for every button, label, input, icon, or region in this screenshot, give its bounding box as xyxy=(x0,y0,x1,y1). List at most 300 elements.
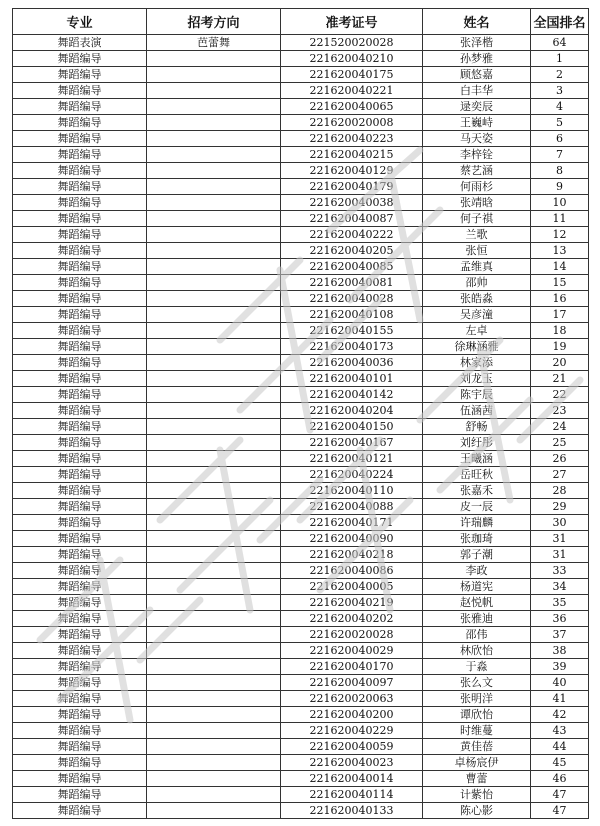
cell-rank: 22 xyxy=(531,387,589,403)
cell-direction xyxy=(147,755,281,771)
cell-exam-id: 221620040065 xyxy=(281,99,423,115)
cell-rank: 1 xyxy=(531,51,589,67)
cell-rank: 46 xyxy=(531,771,589,787)
cell-rank: 11 xyxy=(531,211,589,227)
cell-exam-id: 221620020063 xyxy=(281,691,423,707)
cell-rank: 8 xyxy=(531,163,589,179)
cell-direction xyxy=(147,467,281,483)
header-direction: 招考方向 xyxy=(147,9,281,35)
cell-direction xyxy=(147,339,281,355)
cell-name: 岳旺秋 xyxy=(423,467,531,483)
cell-rank: 23 xyxy=(531,403,589,419)
cell-exam-id: 221620040222 xyxy=(281,227,423,243)
table-row xyxy=(13,515,589,531)
cell-name: 蔡艺涵 xyxy=(423,163,531,179)
cell-direction xyxy=(147,515,281,531)
cell-exam-id: 221620040200 xyxy=(281,707,423,723)
cell-exam-id: 221620040081 xyxy=(281,275,423,291)
cell-rank: 34 xyxy=(531,579,589,595)
cell-rank: 17 xyxy=(531,307,589,323)
cell-direction xyxy=(147,307,281,323)
table-row xyxy=(13,131,589,147)
cell-rank: 16 xyxy=(531,291,589,307)
cell-direction xyxy=(147,323,281,339)
cell-exam-id: 221620040028 xyxy=(281,291,423,307)
table-row xyxy=(13,243,589,259)
cell-direction xyxy=(147,195,281,211)
cell-direction xyxy=(147,147,281,163)
cell-direction xyxy=(147,115,281,131)
cell-rank: 38 xyxy=(531,643,589,659)
cell-rank: 3 xyxy=(531,83,589,99)
table-row xyxy=(13,51,589,67)
table-row xyxy=(13,787,589,803)
table-row xyxy=(13,179,589,195)
cell-name: 陈宇辰 xyxy=(423,387,531,403)
cell-name: 王曦涵 xyxy=(423,451,531,467)
cell-rank: 13 xyxy=(531,243,589,259)
cell-name: 于淼 xyxy=(423,659,531,675)
cell-name: 张雅迪 xyxy=(423,611,531,627)
cell-name: 李梓铨 xyxy=(423,147,531,163)
cell-rank: 44 xyxy=(531,739,589,755)
table-row xyxy=(13,227,589,243)
table-row xyxy=(13,323,589,339)
cell-direction xyxy=(147,259,281,275)
table-row xyxy=(13,371,589,387)
table-row xyxy=(13,451,589,467)
cell-rank: 10 xyxy=(531,195,589,211)
cell-major: 舞蹈编导 xyxy=(13,515,147,531)
cell-major: 舞蹈编导 xyxy=(13,275,147,291)
cell-major: 舞蹈编导 xyxy=(13,547,147,563)
cell-name: 兰歌 xyxy=(423,227,531,243)
cell-name: 马天姿 xyxy=(423,131,531,147)
cell-exam-id: 221620040036 xyxy=(281,355,423,371)
cell-exam-id: 221620040155 xyxy=(281,323,423,339)
cell-direction xyxy=(147,675,281,691)
cell-name: 计紫怡 xyxy=(423,787,531,803)
table-row xyxy=(13,611,589,627)
cell-exam-id: 221620040088 xyxy=(281,499,423,515)
cell-major: 舞蹈编导 xyxy=(13,227,147,243)
cell-name: 刘纡彤 xyxy=(423,435,531,451)
cell-name: 张明洋 xyxy=(423,691,531,707)
cell-major: 舞蹈编导 xyxy=(13,643,147,659)
cell-exam-id: 221620040023 xyxy=(281,755,423,771)
cell-name: 许瑞麟 xyxy=(423,515,531,531)
cell-name: 赵悦帆 xyxy=(423,595,531,611)
cell-direction xyxy=(147,371,281,387)
cell-rank: 12 xyxy=(531,227,589,243)
cell-rank: 39 xyxy=(531,659,589,675)
cell-exam-id: 221620040114 xyxy=(281,787,423,803)
table-row xyxy=(13,99,589,115)
cell-major: 舞蹈编导 xyxy=(13,243,147,259)
cell-name: 谭欣怡 xyxy=(423,707,531,723)
table-row xyxy=(13,275,589,291)
cell-name: 邵帅 xyxy=(423,275,531,291)
table-row xyxy=(13,691,589,707)
table-row xyxy=(13,291,589,307)
cell-major: 舞蹈编导 xyxy=(13,99,147,115)
cell-name: 吴彦潼 xyxy=(423,307,531,323)
cell-name: 林家添 xyxy=(423,355,531,371)
cell-major: 舞蹈编导 xyxy=(13,467,147,483)
cell-exam-id: 221620020008 xyxy=(281,115,423,131)
header-row xyxy=(13,9,589,35)
cell-name: 左卓 xyxy=(423,323,531,339)
cell-name: 张恒 xyxy=(423,243,531,259)
cell-direction xyxy=(147,627,281,643)
table-row xyxy=(13,739,589,755)
table-row xyxy=(13,579,589,595)
cell-direction xyxy=(147,387,281,403)
cell-rank: 30 xyxy=(531,515,589,531)
cell-rank: 4 xyxy=(531,99,589,115)
cell-exam-id: 221620040150 xyxy=(281,419,423,435)
cell-exam-id: 221620040173 xyxy=(281,339,423,355)
cell-rank: 7 xyxy=(531,147,589,163)
cell-major: 舞蹈编导 xyxy=(13,403,147,419)
cell-name: 王巍峙 xyxy=(423,115,531,131)
cell-direction xyxy=(147,67,281,83)
table-row xyxy=(13,115,589,131)
cell-major: 舞蹈编导 xyxy=(13,787,147,803)
cell-major: 舞蹈编导 xyxy=(13,627,147,643)
cell-rank: 15 xyxy=(531,275,589,291)
cell-exam-id: 221620040221 xyxy=(281,83,423,99)
cell-exam-id: 221620040085 xyxy=(281,259,423,275)
cell-major: 舞蹈编导 xyxy=(13,595,147,611)
header-rank: 全国排名 xyxy=(531,9,589,35)
cell-exam-id: 221620040142 xyxy=(281,387,423,403)
cell-exam-id: 221620020028 xyxy=(281,627,423,643)
cell-major: 舞蹈表演 xyxy=(13,35,147,51)
table-row xyxy=(13,147,589,163)
cell-rank: 26 xyxy=(531,451,589,467)
cell-direction: 芭蕾舞 xyxy=(147,35,281,51)
table-row xyxy=(13,339,589,355)
cell-major: 舞蹈编导 xyxy=(13,131,147,147)
cell-exam-id: 221620040005 xyxy=(281,579,423,595)
cell-direction xyxy=(147,211,281,227)
cell-major: 舞蹈编导 xyxy=(13,691,147,707)
cell-rank: 25 xyxy=(531,435,589,451)
cell-exam-id: 221620040129 xyxy=(281,163,423,179)
cell-major: 舞蹈编导 xyxy=(13,307,147,323)
cell-exam-id: 221620040179 xyxy=(281,179,423,195)
cell-name: 张嘉禾 xyxy=(423,483,531,499)
cell-name: 张靖晗 xyxy=(423,195,531,211)
cell-direction xyxy=(147,419,281,435)
cell-major: 舞蹈编导 xyxy=(13,179,147,195)
cell-rank: 28 xyxy=(531,483,589,499)
cell-exam-id: 221620040205 xyxy=(281,243,423,259)
cell-major: 舞蹈编导 xyxy=(13,723,147,739)
cell-major: 舞蹈编导 xyxy=(13,419,147,435)
cell-rank: 40 xyxy=(531,675,589,691)
cell-major: 舞蹈编导 xyxy=(13,451,147,467)
cell-direction xyxy=(147,243,281,259)
cell-direction xyxy=(147,275,281,291)
cell-direction xyxy=(147,435,281,451)
table-row xyxy=(13,643,589,659)
cell-name: 皮一辰 xyxy=(423,499,531,515)
cell-exam-id: 221620040170 xyxy=(281,659,423,675)
cell-name: 张皓淼 xyxy=(423,291,531,307)
cell-rank: 41 xyxy=(531,691,589,707)
cell-direction xyxy=(147,579,281,595)
cell-major: 舞蹈编导 xyxy=(13,803,147,819)
table-row xyxy=(13,483,589,499)
cell-exam-id: 221620040110 xyxy=(281,483,423,499)
cell-direction xyxy=(147,451,281,467)
table-row xyxy=(13,307,589,323)
cell-exam-id: 221620040223 xyxy=(281,131,423,147)
cell-major: 舞蹈编导 xyxy=(13,675,147,691)
table-row xyxy=(13,403,589,419)
cell-direction xyxy=(147,611,281,627)
cell-exam-id: 221620040014 xyxy=(281,771,423,787)
cell-major: 舞蹈编导 xyxy=(13,259,147,275)
cell-rank: 21 xyxy=(531,371,589,387)
table-row xyxy=(13,675,589,691)
cell-direction xyxy=(147,659,281,675)
cell-name: 舒畅 xyxy=(423,419,531,435)
cell-exam-id: 221620040167 xyxy=(281,435,423,451)
table-row xyxy=(13,355,589,371)
ranking-table xyxy=(12,8,589,819)
cell-major: 舞蹈编导 xyxy=(13,771,147,787)
table-row xyxy=(13,419,589,435)
cell-major: 舞蹈编导 xyxy=(13,291,147,307)
cell-direction xyxy=(147,131,281,147)
table-row xyxy=(13,627,589,643)
cell-direction xyxy=(147,691,281,707)
cell-direction xyxy=(147,227,281,243)
table-body xyxy=(13,35,589,819)
table-row xyxy=(13,755,589,771)
cell-direction xyxy=(147,403,281,419)
cell-name: 孟维真 xyxy=(423,259,531,275)
cell-major: 舞蹈编导 xyxy=(13,579,147,595)
cell-direction xyxy=(147,179,281,195)
cell-major: 舞蹈编导 xyxy=(13,531,147,547)
table-row xyxy=(13,771,589,787)
cell-rank: 64 xyxy=(531,35,589,51)
table-row xyxy=(13,803,589,819)
cell-exam-id: 221620040029 xyxy=(281,643,423,659)
cell-name: 孙梦雅 xyxy=(423,51,531,67)
cell-major: 舞蹈编导 xyxy=(13,355,147,371)
cell-direction xyxy=(147,291,281,307)
cell-rank: 31 xyxy=(531,547,589,563)
cell-direction xyxy=(147,355,281,371)
cell-major: 舞蹈编导 xyxy=(13,67,147,83)
cell-name: 郭子潮 xyxy=(423,547,531,563)
cell-exam-id: 221620040086 xyxy=(281,563,423,579)
cell-major: 舞蹈编导 xyxy=(13,387,147,403)
cell-direction xyxy=(147,563,281,579)
cell-name: 徐琳涵雅 xyxy=(423,339,531,355)
table-row xyxy=(13,211,589,227)
table-row xyxy=(13,435,589,451)
cell-exam-id: 221620040204 xyxy=(281,403,423,419)
cell-exam-id: 221620040210 xyxy=(281,51,423,67)
table-row xyxy=(13,659,589,675)
cell-exam-id: 221620040097 xyxy=(281,675,423,691)
cell-direction xyxy=(147,803,281,819)
cell-major: 舞蹈编导 xyxy=(13,339,147,355)
cell-name: 卓杨宸伊 xyxy=(423,755,531,771)
cell-exam-id: 221620040133 xyxy=(281,803,423,819)
cell-rank: 42 xyxy=(531,707,589,723)
cell-exam-id: 221620040215 xyxy=(281,147,423,163)
cell-exam-id: 221620040121 xyxy=(281,451,423,467)
cell-name: 李政 xyxy=(423,563,531,579)
cell-major: 舞蹈编导 xyxy=(13,323,147,339)
cell-rank: 9 xyxy=(531,179,589,195)
table-row xyxy=(13,83,589,99)
cell-name: 张泽楷 xyxy=(423,35,531,51)
cell-direction xyxy=(147,771,281,787)
cell-rank: 35 xyxy=(531,595,589,611)
cell-name: 杨道宪 xyxy=(423,579,531,595)
cell-rank: 37 xyxy=(531,627,589,643)
cell-rank: 5 xyxy=(531,115,589,131)
cell-name: 逯奕辰 xyxy=(423,99,531,115)
cell-exam-id: 221620040202 xyxy=(281,611,423,627)
cell-name: 曹蕾 xyxy=(423,771,531,787)
cell-direction xyxy=(147,499,281,515)
cell-rank: 19 xyxy=(531,339,589,355)
cell-name: 何雨杉 xyxy=(423,179,531,195)
cell-name: 邵伟 xyxy=(423,627,531,643)
cell-exam-id: 221620040101 xyxy=(281,371,423,387)
cell-rank: 43 xyxy=(531,723,589,739)
cell-exam-id: 221620040108 xyxy=(281,307,423,323)
table-row xyxy=(13,531,589,547)
cell-major: 舞蹈编导 xyxy=(13,51,147,67)
cell-exam-id: 221620040087 xyxy=(281,211,423,227)
table-row xyxy=(13,723,589,739)
cell-name: 张珈琦 xyxy=(423,531,531,547)
cell-exam-id: 221620040219 xyxy=(281,595,423,611)
cell-major: 舞蹈编导 xyxy=(13,659,147,675)
cell-name: 何子祺 xyxy=(423,211,531,227)
header-name: 姓名 xyxy=(423,9,531,35)
cell-rank: 20 xyxy=(531,355,589,371)
cell-major: 舞蹈编导 xyxy=(13,755,147,771)
cell-major: 舞蹈编导 xyxy=(13,371,147,387)
cell-direction xyxy=(147,531,281,547)
cell-rank: 45 xyxy=(531,755,589,771)
cell-name: 黄佳蓓 xyxy=(423,739,531,755)
cell-major: 舞蹈编导 xyxy=(13,611,147,627)
cell-name: 陈心影 xyxy=(423,803,531,819)
cell-direction xyxy=(147,707,281,723)
cell-major: 舞蹈编导 xyxy=(13,195,147,211)
cell-direction xyxy=(147,51,281,67)
table-row xyxy=(13,547,589,563)
cell-rank: 2 xyxy=(531,67,589,83)
cell-direction xyxy=(147,723,281,739)
cell-rank: 27 xyxy=(531,467,589,483)
cell-exam-id: 221620040224 xyxy=(281,467,423,483)
cell-name: 顾悠嘉 xyxy=(423,67,531,83)
cell-direction xyxy=(147,163,281,179)
cell-name: 林欣怡 xyxy=(423,643,531,659)
cell-major: 舞蹈编导 xyxy=(13,115,147,131)
document-page xyxy=(12,8,588,820)
cell-exam-id: 221620040038 xyxy=(281,195,423,211)
cell-exam-id: 221620040090 xyxy=(281,531,423,547)
cell-exam-id: 221620040229 xyxy=(281,723,423,739)
cell-rank: 24 xyxy=(531,419,589,435)
table-row xyxy=(13,387,589,403)
cell-rank: 36 xyxy=(531,611,589,627)
cell-direction xyxy=(147,739,281,755)
cell-exam-id: 221620040218 xyxy=(281,547,423,563)
cell-major: 舞蹈编导 xyxy=(13,499,147,515)
cell-major: 舞蹈编导 xyxy=(13,83,147,99)
cell-name: 白丰华 xyxy=(423,83,531,99)
cell-rank: 14 xyxy=(531,259,589,275)
table-row xyxy=(13,499,589,515)
cell-rank: 6 xyxy=(531,131,589,147)
cell-exam-id: 221620040171 xyxy=(281,515,423,531)
cell-major: 舞蹈编导 xyxy=(13,147,147,163)
table-row xyxy=(13,35,589,51)
table-row xyxy=(13,163,589,179)
table-row xyxy=(13,259,589,275)
cell-direction xyxy=(147,595,281,611)
cell-major: 舞蹈编导 xyxy=(13,707,147,723)
cell-major: 舞蹈编导 xyxy=(13,483,147,499)
table-row xyxy=(13,67,589,83)
cell-name: 伍涵茜 xyxy=(423,403,531,419)
table-row xyxy=(13,195,589,211)
cell-rank: 47 xyxy=(531,803,589,819)
cell-rank: 29 xyxy=(531,499,589,515)
cell-rank: 47 xyxy=(531,787,589,803)
table-row xyxy=(13,707,589,723)
cell-exam-id: 221620040175 xyxy=(281,67,423,83)
cell-direction xyxy=(147,643,281,659)
cell-exam-id: 221620040059 xyxy=(281,739,423,755)
cell-rank: 33 xyxy=(531,563,589,579)
cell-direction xyxy=(147,483,281,499)
cell-rank: 18 xyxy=(531,323,589,339)
cell-direction xyxy=(147,787,281,803)
cell-major: 舞蹈编导 xyxy=(13,739,147,755)
table-row xyxy=(13,595,589,611)
cell-name: 刘龙玉 xyxy=(423,371,531,387)
table-row xyxy=(13,467,589,483)
cell-major: 舞蹈编导 xyxy=(13,563,147,579)
cell-direction xyxy=(147,83,281,99)
table-row xyxy=(13,563,589,579)
cell-direction xyxy=(147,547,281,563)
cell-major: 舞蹈编导 xyxy=(13,211,147,227)
cell-direction xyxy=(147,99,281,115)
cell-name: 张么文 xyxy=(423,675,531,691)
header-major: 专业 xyxy=(13,9,147,35)
header-exam-id: 准考证号 xyxy=(281,9,423,35)
cell-major: 舞蹈编导 xyxy=(13,435,147,451)
cell-rank: 31 xyxy=(531,531,589,547)
